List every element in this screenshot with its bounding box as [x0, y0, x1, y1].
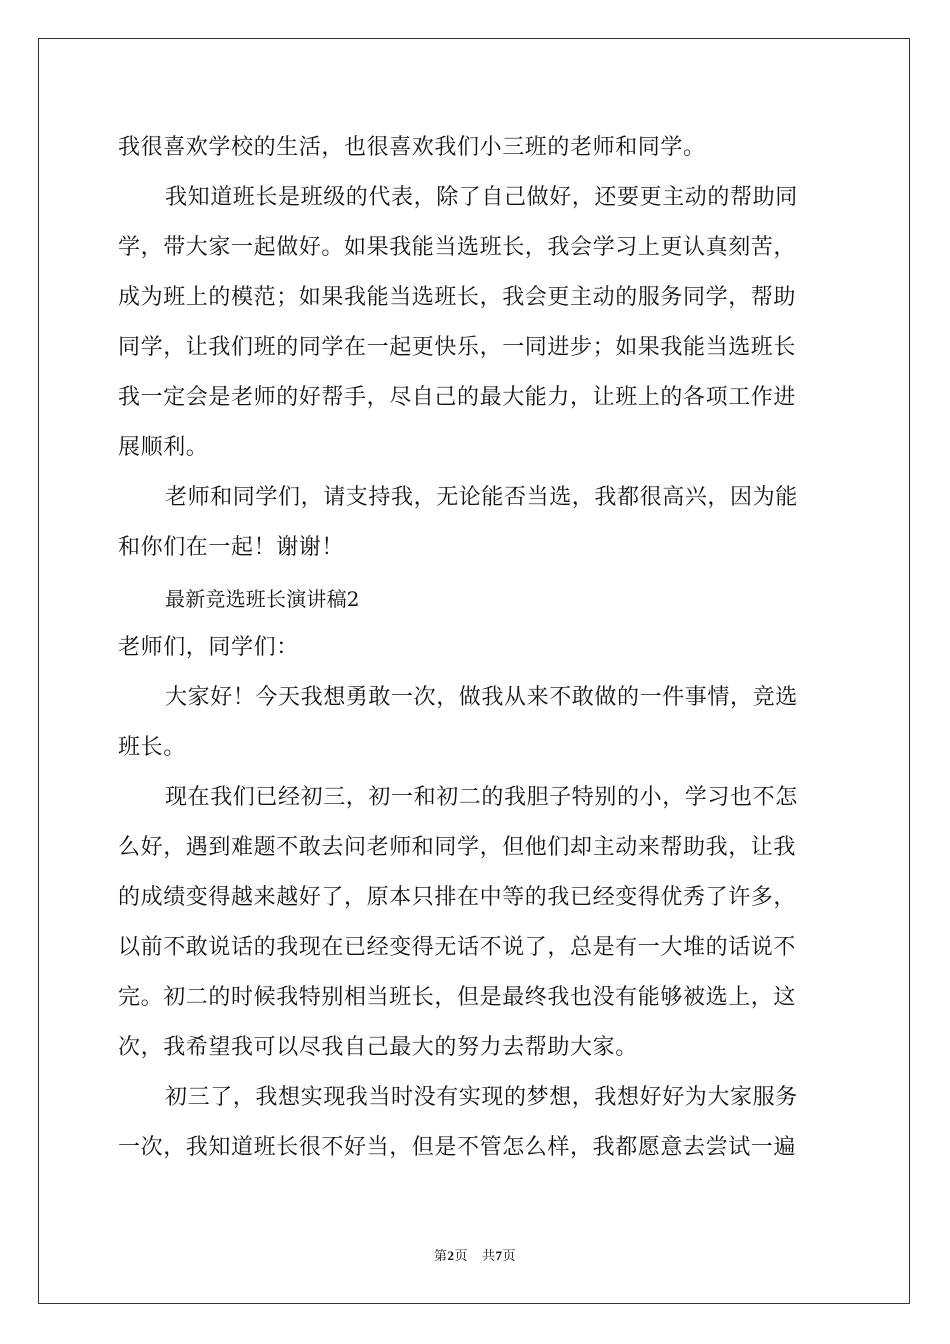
- text-line: 展顺利。: [118, 435, 209, 460]
- page-label: 页: [502, 1249, 516, 1264]
- page-number-footer: [0, 1245, 950, 1264]
- text-line: 成为班上的模范；如果我能当选班长，我会更主动的服务同学，帮助: [118, 285, 797, 310]
- text-line: 学，带大家一起做好。如果我能当选班长，我会学习上更认真刻苦，: [118, 235, 797, 260]
- text-line: 我很喜欢学校的生活，也很喜欢我们小三班的老师和同学。: [118, 135, 706, 160]
- text-line: 初三了，我想实现我当时没有实现的梦想，我想好好为大家服务: [165, 1085, 798, 1110]
- text-line: 的成绩变得越来越好了，原本只排在中等的我已经变得优秀了许多，: [118, 885, 797, 910]
- page-label: 第: [434, 1249, 448, 1264]
- text-line: 老师和同学们，请支持我，无论能否当选，我都很高兴，因为能: [165, 485, 798, 510]
- text-line: 同学，让我们班的同学在一起更快乐，一同进步；如果我能当选班长: [118, 335, 797, 360]
- text-line: 和你们在一起！谢谢！: [118, 535, 345, 560]
- text-line: 以前不敢说话的我现在已经变得无话不说了，总是有一大堆的话说不: [118, 935, 797, 960]
- section-title: 最新竞选班长演讲稿2: [165, 587, 360, 611]
- text-line: 我知道班长是班级的代表，除了自己做好，还要更主动的帮助同: [165, 185, 798, 210]
- text-line: 完。初二的时候我特别相当班长，但是最终我也没有能够被选上，这: [118, 985, 797, 1010]
- total-label: 共: [481, 1249, 496, 1264]
- salutation: 老师们，同学们：: [118, 635, 299, 660]
- page-border: [38, 38, 910, 1304]
- text-line: 大家好！今天我想勇敢一次，做我从来不敢做的一件事情，竞选: [165, 685, 798, 710]
- text-line: 次，我希望我可以尽我自己最大的努力去帮助大家。: [118, 1035, 638, 1060]
- page-label: 页: [454, 1249, 469, 1264]
- text-line: 么好，遇到难题不敢去问老师和同学，但他们却主动来帮助我，让我: [118, 835, 797, 860]
- text-line: 现在我们已经初三，初一和初二的我胆子特别的小，学习也不怎: [165, 785, 798, 810]
- text-line: 班长。: [118, 735, 186, 760]
- current-page-number: 2: [447, 1248, 455, 1263]
- total-page-number: 7: [495, 1248, 503, 1263]
- text-line: 一次，我知道班长很不好当，但是不管怎么样，我都愿意去尝试一遍: [118, 1135, 797, 1160]
- text-line: 我一定会是老师的好帮手，尽自己的最大能力，让班上的各项工作进: [118, 385, 797, 410]
